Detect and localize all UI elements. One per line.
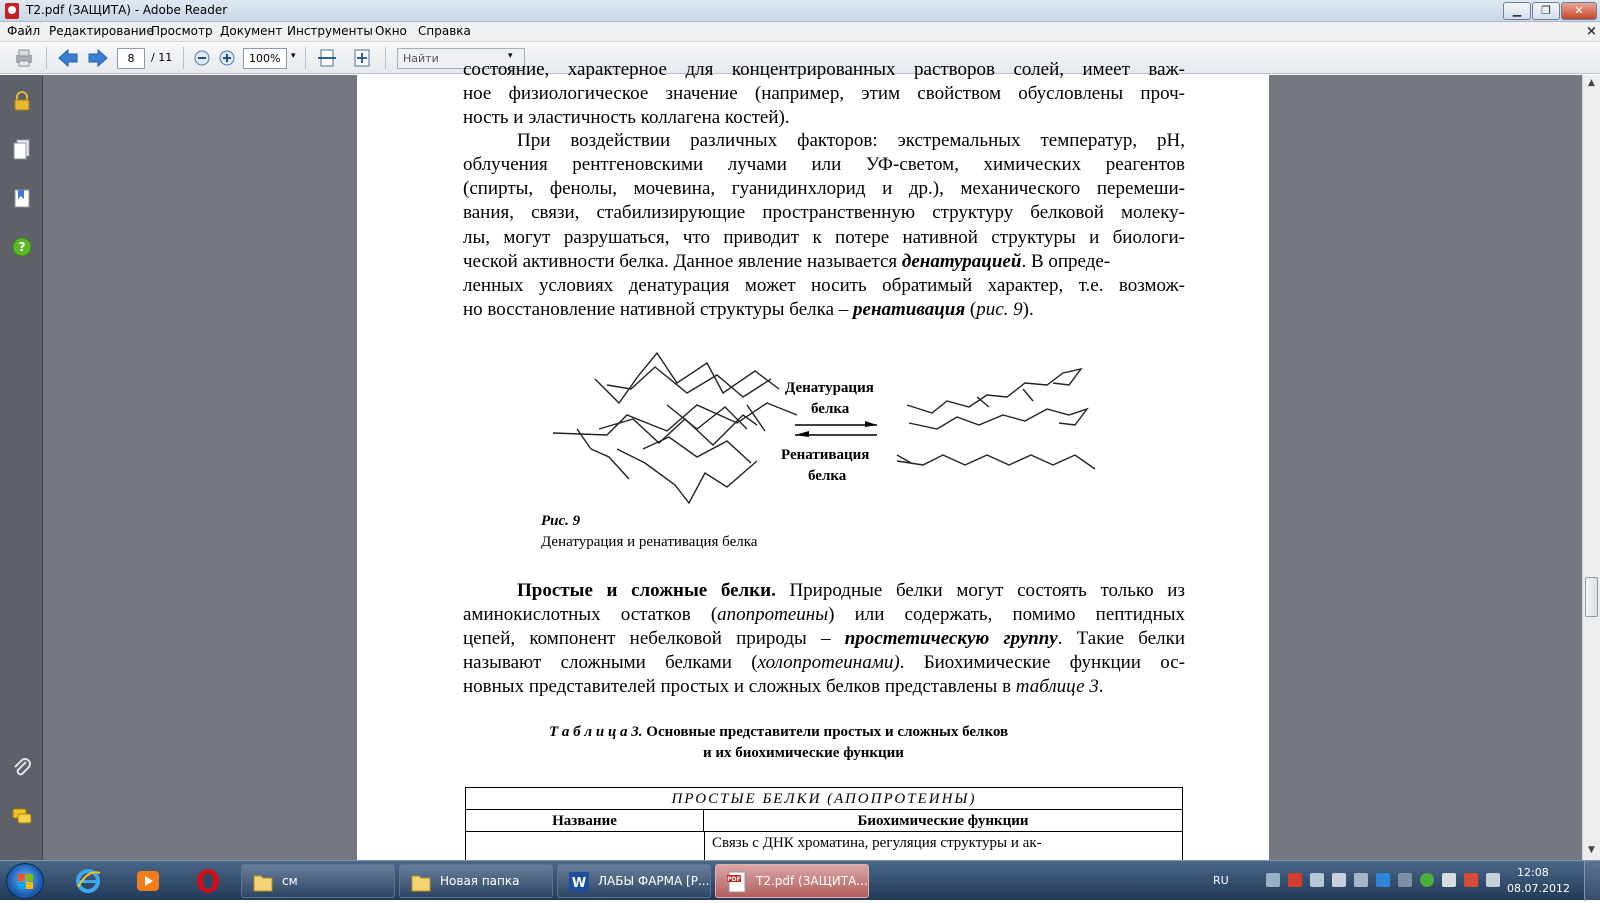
clock-time[interactable]: 12:08: [1517, 866, 1549, 879]
taskbar-item-folder[interactable]: Новая папка: [399, 864, 553, 898]
tray-app-icon[interactable]: [1420, 873, 1434, 887]
arrow-left-icon: [795, 431, 877, 437]
start-button[interactable]: [6, 863, 44, 899]
help-icon[interactable]: [11, 236, 33, 258]
figure-label-denaturation: Денатурация: [785, 380, 874, 396]
text-line: лы, могут разрушаться, что приводит к потере нативной структуры и биологи-: [463, 227, 1185, 248]
pages-icon[interactable]: [11, 138, 33, 160]
tray-update-icon[interactable]: [1310, 873, 1324, 887]
zoom-out-button[interactable]: [190, 47, 214, 69]
scrollbar-thumb[interactable]: [1585, 577, 1598, 617]
page-fit-icon: [350, 47, 374, 69]
maximize-button[interactable]: ❐: [1532, 2, 1560, 20]
adobe-reader-icon: [5, 3, 19, 19]
text-line: аминокислотных остатков (апопротеины) или содержать, помимо пептидных: [463, 604, 1186, 625]
attachments-paperclip-icon[interactable]: [11, 756, 33, 778]
menu-edit[interactable]: Редактирование: [49, 24, 154, 38]
svg-text:PDF: PDF: [727, 876, 741, 883]
table-column-header: Название: [466, 810, 704, 832]
pdf-page: [357, 59, 1269, 875]
arrow-right-icon: [86, 47, 110, 69]
figure-label-renaturation: Ренативация: [781, 447, 870, 463]
minimize-button[interactable]: ▁: [1503, 2, 1531, 20]
document-close-icon[interactable]: ×: [1586, 24, 1597, 39]
document-viewer[interactable]: [43, 59, 1582, 860]
flag-icon[interactable]: [1442, 873, 1456, 887]
taskbar-item-word[interactable]: W ЛАБЫ ФАРМА [Р...: [557, 864, 711, 898]
text-line: цепей, компонент небелковой природы – простетическую группу. Такие белки: [463, 628, 1185, 649]
tray-tools-icon[interactable]: [1266, 873, 1280, 887]
tray-bluetooth-icon[interactable]: [1376, 873, 1390, 887]
folder-icon: [408, 870, 434, 894]
pdf-file-icon: [724, 870, 750, 894]
page-fit-width-icon: [315, 47, 339, 69]
vertical-scrollbar[interactable]: [1582, 75, 1600, 860]
figure-caption-label: Рис. 9: [541, 513, 581, 529]
opera-browser-icon[interactable]: [194, 867, 222, 895]
zoom-out-icon: [190, 47, 214, 69]
figure-caption-text: Денатурация и ренативация белка: [541, 534, 758, 550]
svg-text:?: ?: [18, 240, 26, 254]
word-icon: [566, 870, 592, 894]
print-button[interactable]: [12, 47, 36, 69]
table-subtitle: и их биохимические функции: [703, 745, 904, 761]
volume-icon[interactable]: [1486, 873, 1500, 887]
menu-bar: [0, 22, 1600, 42]
term-renaturation: ренативация: [853, 299, 966, 320]
menu-help[interactable]: Справка: [418, 24, 471, 38]
zoom-in-button[interactable]: [215, 47, 239, 69]
text-line: ность и эластичность коллагена костей).: [463, 107, 790, 128]
menu-window[interactable]: Окно: [375, 24, 407, 38]
text-line: ческой активности белка. Данное явление называется денатурацией. В опреде-: [463, 251, 1111, 272]
text-line: состояние, характерное для концентрированных растворов солей, имеет важ-: [463, 59, 1185, 80]
text-line: ленных условиях денатурация может носить обратимый характер, т.е. возмож-: [463, 275, 1185, 296]
scroll-down-icon[interactable]: ▼: [1588, 845, 1595, 855]
taskbar-item-folder[interactable]: см: [241, 864, 395, 898]
zoom-dropdown-icon[interactable]: ▾: [291, 51, 296, 61]
menu-tools[interactable]: Инструменты: [287, 24, 373, 38]
fit-width-button[interactable]: [315, 47, 339, 69]
language-indicator[interactable]: RU: [1213, 874, 1229, 887]
menu-view[interactable]: Просмотр: [151, 24, 213, 38]
bookmarks-icon[interactable]: [11, 187, 33, 209]
scroll-up-icon[interactable]: ▲: [1588, 78, 1595, 88]
denatured-protein-drawing: [897, 369, 1095, 469]
show-desktop-button[interactable]: [1584, 861, 1600, 901]
figure-label-denaturation-sub: белка: [811, 401, 850, 417]
close-button[interactable]: ✕: [1561, 2, 1597, 20]
page-total: / 11: [151, 51, 173, 64]
text-line: Простые и сложные белки. Природные белки могут состоять только из: [517, 580, 1185, 601]
native-protein-drawing: [553, 353, 797, 503]
table-section-header: ПРОСТЫЕ БЕЛКИ (АПОПРОТЕИНЫ): [466, 788, 1182, 810]
page-number-input[interactable]: 8: [117, 48, 145, 69]
title-bar: [0, 0, 1600, 22]
folder-icon: [250, 870, 276, 894]
tray-device-icon[interactable]: [1354, 873, 1368, 887]
tray-network-icon[interactable]: [1398, 873, 1412, 887]
table-cell: Связь с ДНК хроматина, регуляция структуры и ак-: [712, 835, 1042, 851]
menu-document[interactable]: Документ: [220, 24, 283, 38]
table-column-header: Биохимические функции: [704, 810, 1182, 832]
text-line: новных представителей простых и сложных белков представлены в таблице 3.: [463, 676, 1104, 697]
text-line: вания, связи, стабилизирующие пространственную структуру белковой молеку-: [463, 202, 1185, 223]
text-line: называют сложными белками (холопротеинами). Биохимические функции ос-: [463, 652, 1185, 673]
arrow-right-icon: [795, 421, 877, 427]
tray-hardware-icon[interactable]: [1332, 873, 1346, 887]
text-line: облучения рентгеновскими лучами или УФ-светом, химических реагентов: [463, 154, 1185, 175]
svg-text:W: W: [571, 876, 587, 891]
table-reference-link[interactable]: таблице 3: [1015, 676, 1099, 697]
taskbar-item-adobe-reader[interactable]: PDF T2.pdf (ЗАЩИТА...: [715, 864, 869, 898]
text-line: но восстановление нативной структуры белка – ренативация (рис. 9).: [463, 299, 1034, 320]
security-lock-icon[interactable]: [11, 90, 33, 112]
section-heading: Простые и сложные белки.: [517, 580, 776, 601]
figure-label-renaturation-sub: белка: [808, 468, 847, 484]
table-title: Т а б л и ц а 3. Основные представители простых и сложных белков: [549, 724, 1009, 740]
arrow-left-icon: [56, 47, 80, 69]
clock-date[interactable]: 08.07.2012: [1507, 882, 1570, 895]
tray-antivirus-icon[interactable]: [1288, 873, 1302, 887]
taskbar: [0, 860, 1600, 900]
comments-icon[interactable]: [11, 805, 33, 827]
figure-reference-link[interactable]: рис. 9: [976, 299, 1023, 320]
text-line: ное физиологическое значение (например, этим свойством обусловлены проч-: [463, 83, 1185, 104]
previous-page-button[interactable]: [56, 47, 80, 69]
printer-icon: [12, 47, 36, 69]
fit-page-button[interactable]: [350, 47, 374, 69]
zoom-level-input[interactable]: 100%: [243, 48, 287, 69]
tray-battery-icon[interactable]: [1464, 873, 1478, 887]
search-input[interactable]: Найти: [397, 48, 525, 69]
zoom-in-icon: [215, 47, 239, 69]
windows-logo-icon: [7, 864, 45, 900]
text-line: При воздействии различных факторов: экстремальных температур, pH,: [517, 130, 1185, 151]
navigation-panel: [0, 75, 43, 860]
term-denaturation: денатурацией: [901, 251, 1022, 272]
search-dropdown-icon[interactable]: ▾: [508, 51, 513, 61]
media-player-icon[interactable]: [134, 867, 162, 895]
text-line: (спирты, фенолы, мочевина, гуанидинхлорид и др.), механического перемеши-: [463, 178, 1185, 199]
next-page-button[interactable]: [86, 47, 110, 69]
menu-file[interactable]: Файл: [7, 24, 41, 38]
window-title: T2.pdf (ЗАЩИТА) - Adobe Reader: [26, 3, 228, 17]
internet-explorer-icon[interactable]: [74, 867, 102, 895]
